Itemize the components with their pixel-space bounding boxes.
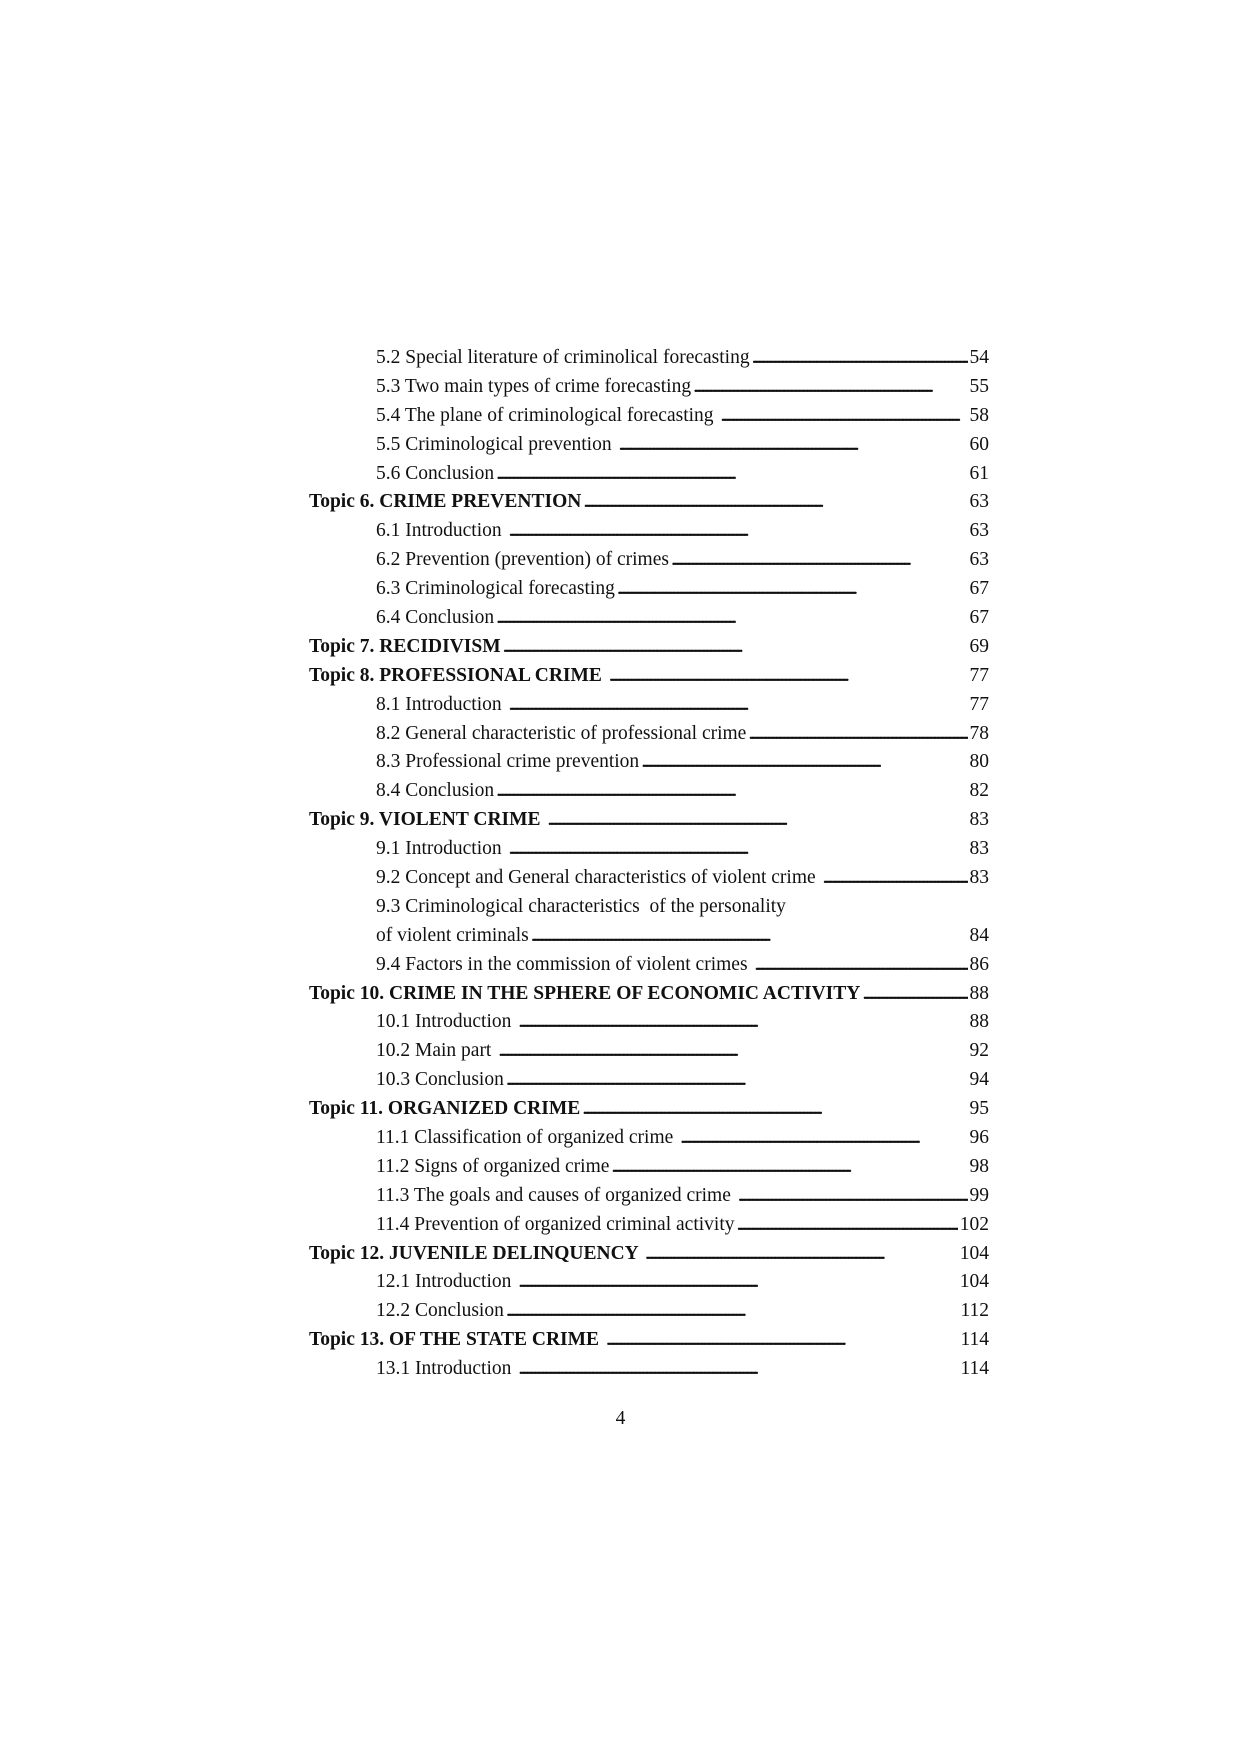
table-of-contents xyxy=(309,344,989,1384)
toc-subsection-entry xyxy=(309,517,989,546)
toc-entry-page: 98 xyxy=(969,1155,989,1177)
toc-subsection-entry xyxy=(309,575,989,604)
toc-entry-title: of violent criminals xyxy=(376,924,529,946)
toc-entry-title: Topic 11. ORGANIZED CRIME xyxy=(309,1098,581,1120)
toc-topic-entry xyxy=(309,1240,989,1269)
toc-entry-title: Topic 10. CRIME IN THE SPHERE OF ECONOMIC ACTIVITY xyxy=(309,982,861,1004)
toc-entry-title: 5.4 The plane of criminological forecasting xyxy=(376,404,719,426)
toc-topic-entry xyxy=(309,662,989,691)
toc-entry-title: 5.3 Two main types of crime forecasting xyxy=(376,375,692,397)
toc-entry-title: 11.3 The goals and causes of organized crime xyxy=(376,1184,736,1206)
toc-entry-page: 112 xyxy=(960,1300,989,1322)
toc-entry-page: 67 xyxy=(969,578,989,600)
toc-entry-title: Topic 13. OF THE STATE CRIME xyxy=(309,1329,604,1351)
toc-topic-entry xyxy=(309,1326,989,1355)
toc-entry-page: 86 xyxy=(969,953,989,975)
toc-entry-title: 8.3 Professional crime prevention xyxy=(376,751,640,773)
dot-leader xyxy=(494,777,967,806)
toc-entry-page: 78 xyxy=(969,722,989,744)
dot-leader xyxy=(507,517,968,546)
toc-entry-title: 5.2 Special literature of criminolical forecasting xyxy=(376,346,750,368)
dot-leader xyxy=(609,1153,967,1182)
dot-leader xyxy=(678,1124,967,1153)
toc-entry-page: 99 xyxy=(969,1184,989,1206)
toc-topic-entry xyxy=(309,488,989,517)
toc-entry-page: 63 xyxy=(969,549,989,571)
toc-subsection-entry xyxy=(309,546,989,575)
dot-leader xyxy=(507,835,968,864)
dot-leader xyxy=(821,864,968,893)
toc-entry-title: 6.3 Criminological forecasting xyxy=(376,578,615,600)
toc-entry-title: 6.4 Conclusion xyxy=(376,607,495,628)
dot-leader xyxy=(616,431,967,460)
toc-subsection-entry xyxy=(309,951,989,980)
toc-entry-page: 77 xyxy=(969,693,989,715)
toc-topic-entry xyxy=(309,1095,989,1124)
dot-leader xyxy=(507,691,968,720)
toc-entry-title: 8.2 General characteristic of professional crime xyxy=(376,722,747,744)
toc-entry-title: 10.3 Conclusion xyxy=(376,1069,504,1091)
dot-leader xyxy=(494,460,967,489)
toc-subsection-entry xyxy=(309,835,989,864)
toc-entry-title: Topic 8. PROFESSIONAL CRIME xyxy=(309,664,607,686)
toc-entry-page: 63 xyxy=(969,491,989,513)
toc-subsection-entry xyxy=(309,431,989,460)
toc-topic-entry xyxy=(309,980,989,1009)
dot-leader xyxy=(580,1095,967,1124)
toc-entry-page: 88 xyxy=(969,1011,989,1033)
toc-subsection-entry xyxy=(309,1037,989,1066)
toc-entry-page: 54 xyxy=(969,346,989,368)
dot-leader xyxy=(752,951,967,980)
dot-leader xyxy=(750,344,968,373)
dot-leader xyxy=(545,806,967,835)
dot-leader xyxy=(639,748,967,777)
toc-entry-page: 95 xyxy=(969,1098,989,1120)
toc-subsection-entry xyxy=(309,777,989,806)
toc-entry-title: 9.1 Introduction xyxy=(376,838,507,860)
dot-leader xyxy=(607,662,968,691)
toc-entry-title: 10.2 Main part xyxy=(376,1040,497,1062)
toc-subsection-entry xyxy=(309,1355,989,1384)
toc-entry-page: 114 xyxy=(960,1329,989,1351)
toc-entry-title: Topic 9. VIOLENT CRIME xyxy=(309,809,546,831)
toc-entry-page: 96 xyxy=(969,1127,989,1149)
toc-entry-page: 104 xyxy=(959,1242,989,1264)
dot-leader xyxy=(581,488,967,517)
dot-leader xyxy=(860,980,967,1009)
toc-entry-title: 10.1 Introduction xyxy=(376,1011,517,1033)
dot-leader xyxy=(504,1297,959,1326)
toc-entry-title: 5.6 Conclusion xyxy=(376,462,495,484)
toc-entry-title: 11.4 Prevention of organized criminal activity xyxy=(376,1213,735,1235)
toc-entry-page: 102 xyxy=(959,1213,989,1235)
dot-leader xyxy=(529,922,968,951)
toc-entry-title: 9.3 Criminological characteristics of the personality xyxy=(376,895,786,917)
toc-entry-page: 104 xyxy=(959,1271,989,1293)
toc-subsection-entry xyxy=(309,691,989,720)
dot-leader xyxy=(504,1066,968,1095)
toc-entry-page: 63 xyxy=(969,520,989,542)
toc-entry-title: 5.5 Criminological prevention xyxy=(376,433,617,455)
toc-subsection-entry xyxy=(309,720,989,749)
toc-entry-title: Topic 7. RECIDIVISM xyxy=(309,635,501,657)
toc-subsection-entry xyxy=(309,1182,989,1211)
toc-subsection-entry xyxy=(309,922,989,951)
toc-entry-title: 12.2 Conclusion xyxy=(376,1300,504,1322)
toc-entry-title: 13.1 Introduction xyxy=(376,1358,517,1380)
toc-entry-page: 83 xyxy=(969,867,989,889)
toc-subsection-entry xyxy=(309,1066,989,1095)
toc-subsection-entry xyxy=(309,748,989,777)
page-number: 4 xyxy=(615,1408,626,1429)
dot-leader xyxy=(501,633,968,662)
dot-leader xyxy=(516,1355,958,1384)
toc-entry-page: 94 xyxy=(969,1069,989,1091)
toc-entry-title: 8.4 Conclusion xyxy=(376,780,495,802)
toc-subsection-entry xyxy=(309,1269,989,1298)
toc-subsection-entry xyxy=(309,864,989,893)
toc-subsection-entry xyxy=(309,373,989,402)
dot-leader xyxy=(736,1182,968,1211)
toc-subsection-entry xyxy=(309,893,989,922)
toc-entry-page: 61 xyxy=(969,462,989,484)
toc-subsection-entry xyxy=(309,460,989,489)
toc-subsection-entry xyxy=(309,1153,989,1182)
dot-leader xyxy=(516,1008,967,1037)
toc-subsection-entry xyxy=(309,1124,989,1153)
toc-topic-entry xyxy=(309,633,989,662)
toc-entry-page: 84 xyxy=(969,924,989,946)
dot-leader xyxy=(718,402,967,431)
toc-entry-title: 8.1 Introduction xyxy=(376,693,507,715)
toc-entry-title: 11.2 Signs of organized crime xyxy=(376,1155,610,1177)
toc-entry-page: 83 xyxy=(969,838,989,860)
toc-entry-title: Topic 6. CRIME PREVENTION xyxy=(309,491,582,513)
toc-entry-title: 9.2 Concept and General characteristics of violent crime xyxy=(376,867,821,889)
toc-entry-title: 9.4 Factors in the commission of violent crimes xyxy=(376,953,753,975)
dot-leader xyxy=(746,720,967,749)
toc-subsection-entry xyxy=(309,1211,989,1240)
toc-topic-entry xyxy=(309,806,989,835)
toc-entry-title: 6.1 Introduction xyxy=(376,520,507,542)
toc-entry-title: 6.2 Prevention (prevention) of crimes xyxy=(376,549,669,571)
dot-leader xyxy=(516,1269,957,1298)
dot-leader xyxy=(615,575,968,604)
dot-leader xyxy=(494,604,967,633)
toc-entry-page: 69 xyxy=(969,635,989,657)
toc-entry-page: 83 xyxy=(969,809,989,831)
toc-entry-page: 82 xyxy=(969,780,989,802)
toc-entry-page: 92 xyxy=(969,1040,989,1062)
toc-subsection-entry xyxy=(309,402,989,431)
toc-entry-page: 77 xyxy=(969,664,989,686)
dot-leader xyxy=(496,1037,967,1066)
toc-entry-page: 88 xyxy=(969,982,989,1004)
toc-entry-page: 55 xyxy=(969,375,989,397)
toc-entry-page: 80 xyxy=(969,751,989,773)
toc-entry-title: 11.1 Classification of organized crime xyxy=(376,1127,679,1149)
toc-entry-page: 58 xyxy=(969,404,989,426)
dot-leader xyxy=(669,546,968,575)
toc-entry-page: 67 xyxy=(969,607,989,628)
toc-entry-title: Topic 12. JUVENILE DELINQUENCY xyxy=(309,1242,643,1264)
dot-leader xyxy=(643,1240,958,1269)
toc-entry-page: 114 xyxy=(960,1358,989,1380)
toc-subsection-entry xyxy=(309,344,989,373)
toc-subsection-entry xyxy=(309,1297,989,1326)
toc-entry-page: 60 xyxy=(969,433,989,455)
toc-entry-title: 12.1 Introduction xyxy=(376,1271,517,1293)
toc-subsection-entry xyxy=(309,604,989,633)
dot-leader xyxy=(691,373,967,402)
dot-leader xyxy=(604,1326,959,1355)
toc-subsection-entry xyxy=(309,1008,989,1037)
dot-leader xyxy=(734,1211,957,1240)
